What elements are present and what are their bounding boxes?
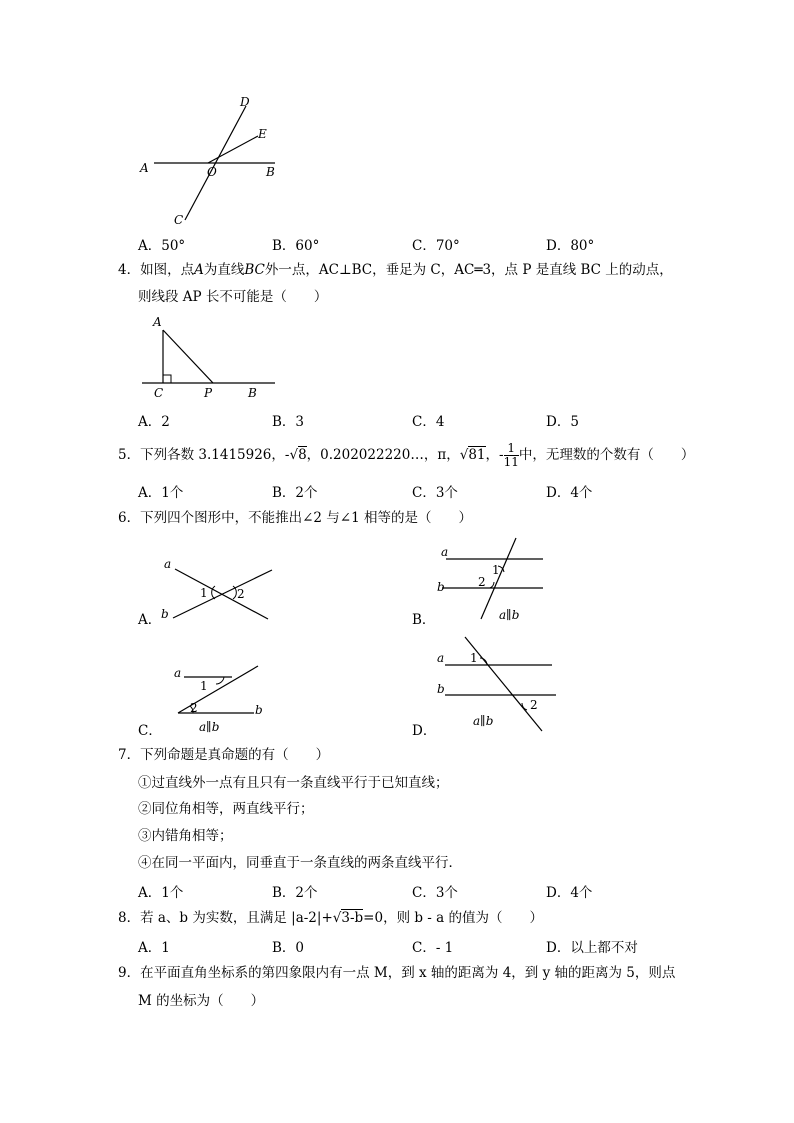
parallel-label: a∥b xyxy=(199,720,220,734)
label-a: a xyxy=(437,651,445,665)
q7-stem: 7．下列命题是真命题的有（ ） xyxy=(118,747,330,763)
q4-stem-line1: 4．如图，点A为直线BC外一点，AC⊥BC，垂足为 C，AC═3，点 P 是直线 BC 上的动点， xyxy=(118,262,673,278)
q5-stem: 5．下列各数 3.1415926，-√8，0.202022220…，π，√81，- $\frac{1}{11}$ 中，无理数的个数有（ ） xyxy=(118,441,695,469)
q9-stem-line2: M 的坐标为（ ） xyxy=(138,993,265,1009)
q7-item-3: ③内错角相等； xyxy=(138,828,233,844)
label-P: P xyxy=(204,386,213,400)
q9-stem-line1: 9．在平面直角坐标系的第四象限内有一点 M，到 x 轴的距离为 4，到 y 轴的距离为 5，则点 xyxy=(118,965,676,981)
label-C: C xyxy=(154,386,164,400)
label-A: A xyxy=(140,161,149,175)
q6-figure-b xyxy=(436,536,556,626)
q4-option-c: C．4 xyxy=(412,414,445,430)
angle-1: 1 xyxy=(200,586,208,600)
label-a: a xyxy=(174,666,182,680)
sqrt-3-b: 3-b xyxy=(341,910,364,926)
q6-option-c: C． xyxy=(138,723,162,739)
q6-figure-d xyxy=(436,636,566,736)
angle-2: 2 xyxy=(478,575,486,589)
angle-2: 2 xyxy=(530,698,538,712)
q3-option-a: A．50° xyxy=(138,238,186,254)
q4-option-d: D．5 xyxy=(546,414,579,430)
q7-option-d: D．4个 xyxy=(546,885,593,901)
parallel-label: a∥b xyxy=(473,714,494,728)
q7-item-4: ④在同一平面内，同垂直于一条直线的两条直线平行． xyxy=(138,855,462,871)
angle-1: 1 xyxy=(492,563,500,577)
label-b: b xyxy=(437,682,445,696)
q4-option-b: B．3 xyxy=(272,414,305,430)
q8-option-c: C．- 1 xyxy=(412,940,454,956)
q5-option-b: B．2个 xyxy=(272,485,318,501)
q8-option-a: A．1 xyxy=(138,940,170,956)
label-a: a xyxy=(441,545,449,559)
sqrt-8: 8 xyxy=(298,447,307,463)
q8-option-b: B．0 xyxy=(272,940,305,956)
q6-figure-a xyxy=(160,556,280,626)
label-C: C xyxy=(174,213,184,227)
angle-1: 1 xyxy=(470,651,478,665)
q8-option-d: D．以上都不对 xyxy=(546,940,638,956)
angle-2: 2 xyxy=(190,701,198,715)
q3-option-b: B．60° xyxy=(272,238,320,254)
fraction-1-11: $\frac{1}{11}$ xyxy=(503,441,519,469)
angle-1: 1 xyxy=(200,679,208,693)
q6-option-a: A． xyxy=(138,612,162,628)
q5-option-d: D．4个 xyxy=(546,485,593,501)
q4-option-a: A．2 xyxy=(138,414,170,430)
q8-stem: 8．若 a、b 为实数，且满足 |a-2|+√3-b=0，则 b - a 的值为（ ） xyxy=(118,910,543,926)
q6-option-b: B． xyxy=(412,612,436,628)
angle-2: 2 xyxy=(237,587,245,601)
label-b: b xyxy=(161,607,169,621)
label-B: B xyxy=(248,386,257,400)
label-E: E xyxy=(258,127,267,141)
label-O: O xyxy=(207,165,217,179)
label-B: B xyxy=(266,165,275,179)
q7-option-b: B．2个 xyxy=(272,885,318,901)
q5-option-a: A．1个 xyxy=(138,485,184,501)
label-D: D xyxy=(240,95,250,109)
q4-figure xyxy=(140,312,280,402)
q4-stem-line2: 则线段 AP 长不可能是（ ） xyxy=(138,289,328,305)
label-A: A xyxy=(153,315,162,329)
label-a: a xyxy=(164,557,172,571)
label-b: b xyxy=(437,580,445,594)
q7-item-2: ②同位角相等，两直线平行； xyxy=(138,801,314,817)
q3-option-c: C．70° xyxy=(412,238,460,254)
q3-option-d: D．80° xyxy=(546,238,595,254)
q6-option-d: D． xyxy=(412,723,437,739)
q7-item-1: ①过直线外一点有且只有一条直线平行于已知直线； xyxy=(138,775,449,791)
q6-stem: 6．下列四个图形中，不能推出∠2 与∠1 相等的是（ ） xyxy=(118,510,472,526)
label-b: b xyxy=(255,703,263,717)
q3-figure xyxy=(130,92,290,232)
sqrt-81: 81 xyxy=(468,447,486,463)
q7-option-a: A．1个 xyxy=(138,885,184,901)
parallel-label: a∥b xyxy=(499,608,520,622)
q5-option-c: C．3个 xyxy=(412,485,458,501)
q6-figure-c xyxy=(160,660,280,736)
q7-option-c: C．3个 xyxy=(412,885,458,901)
